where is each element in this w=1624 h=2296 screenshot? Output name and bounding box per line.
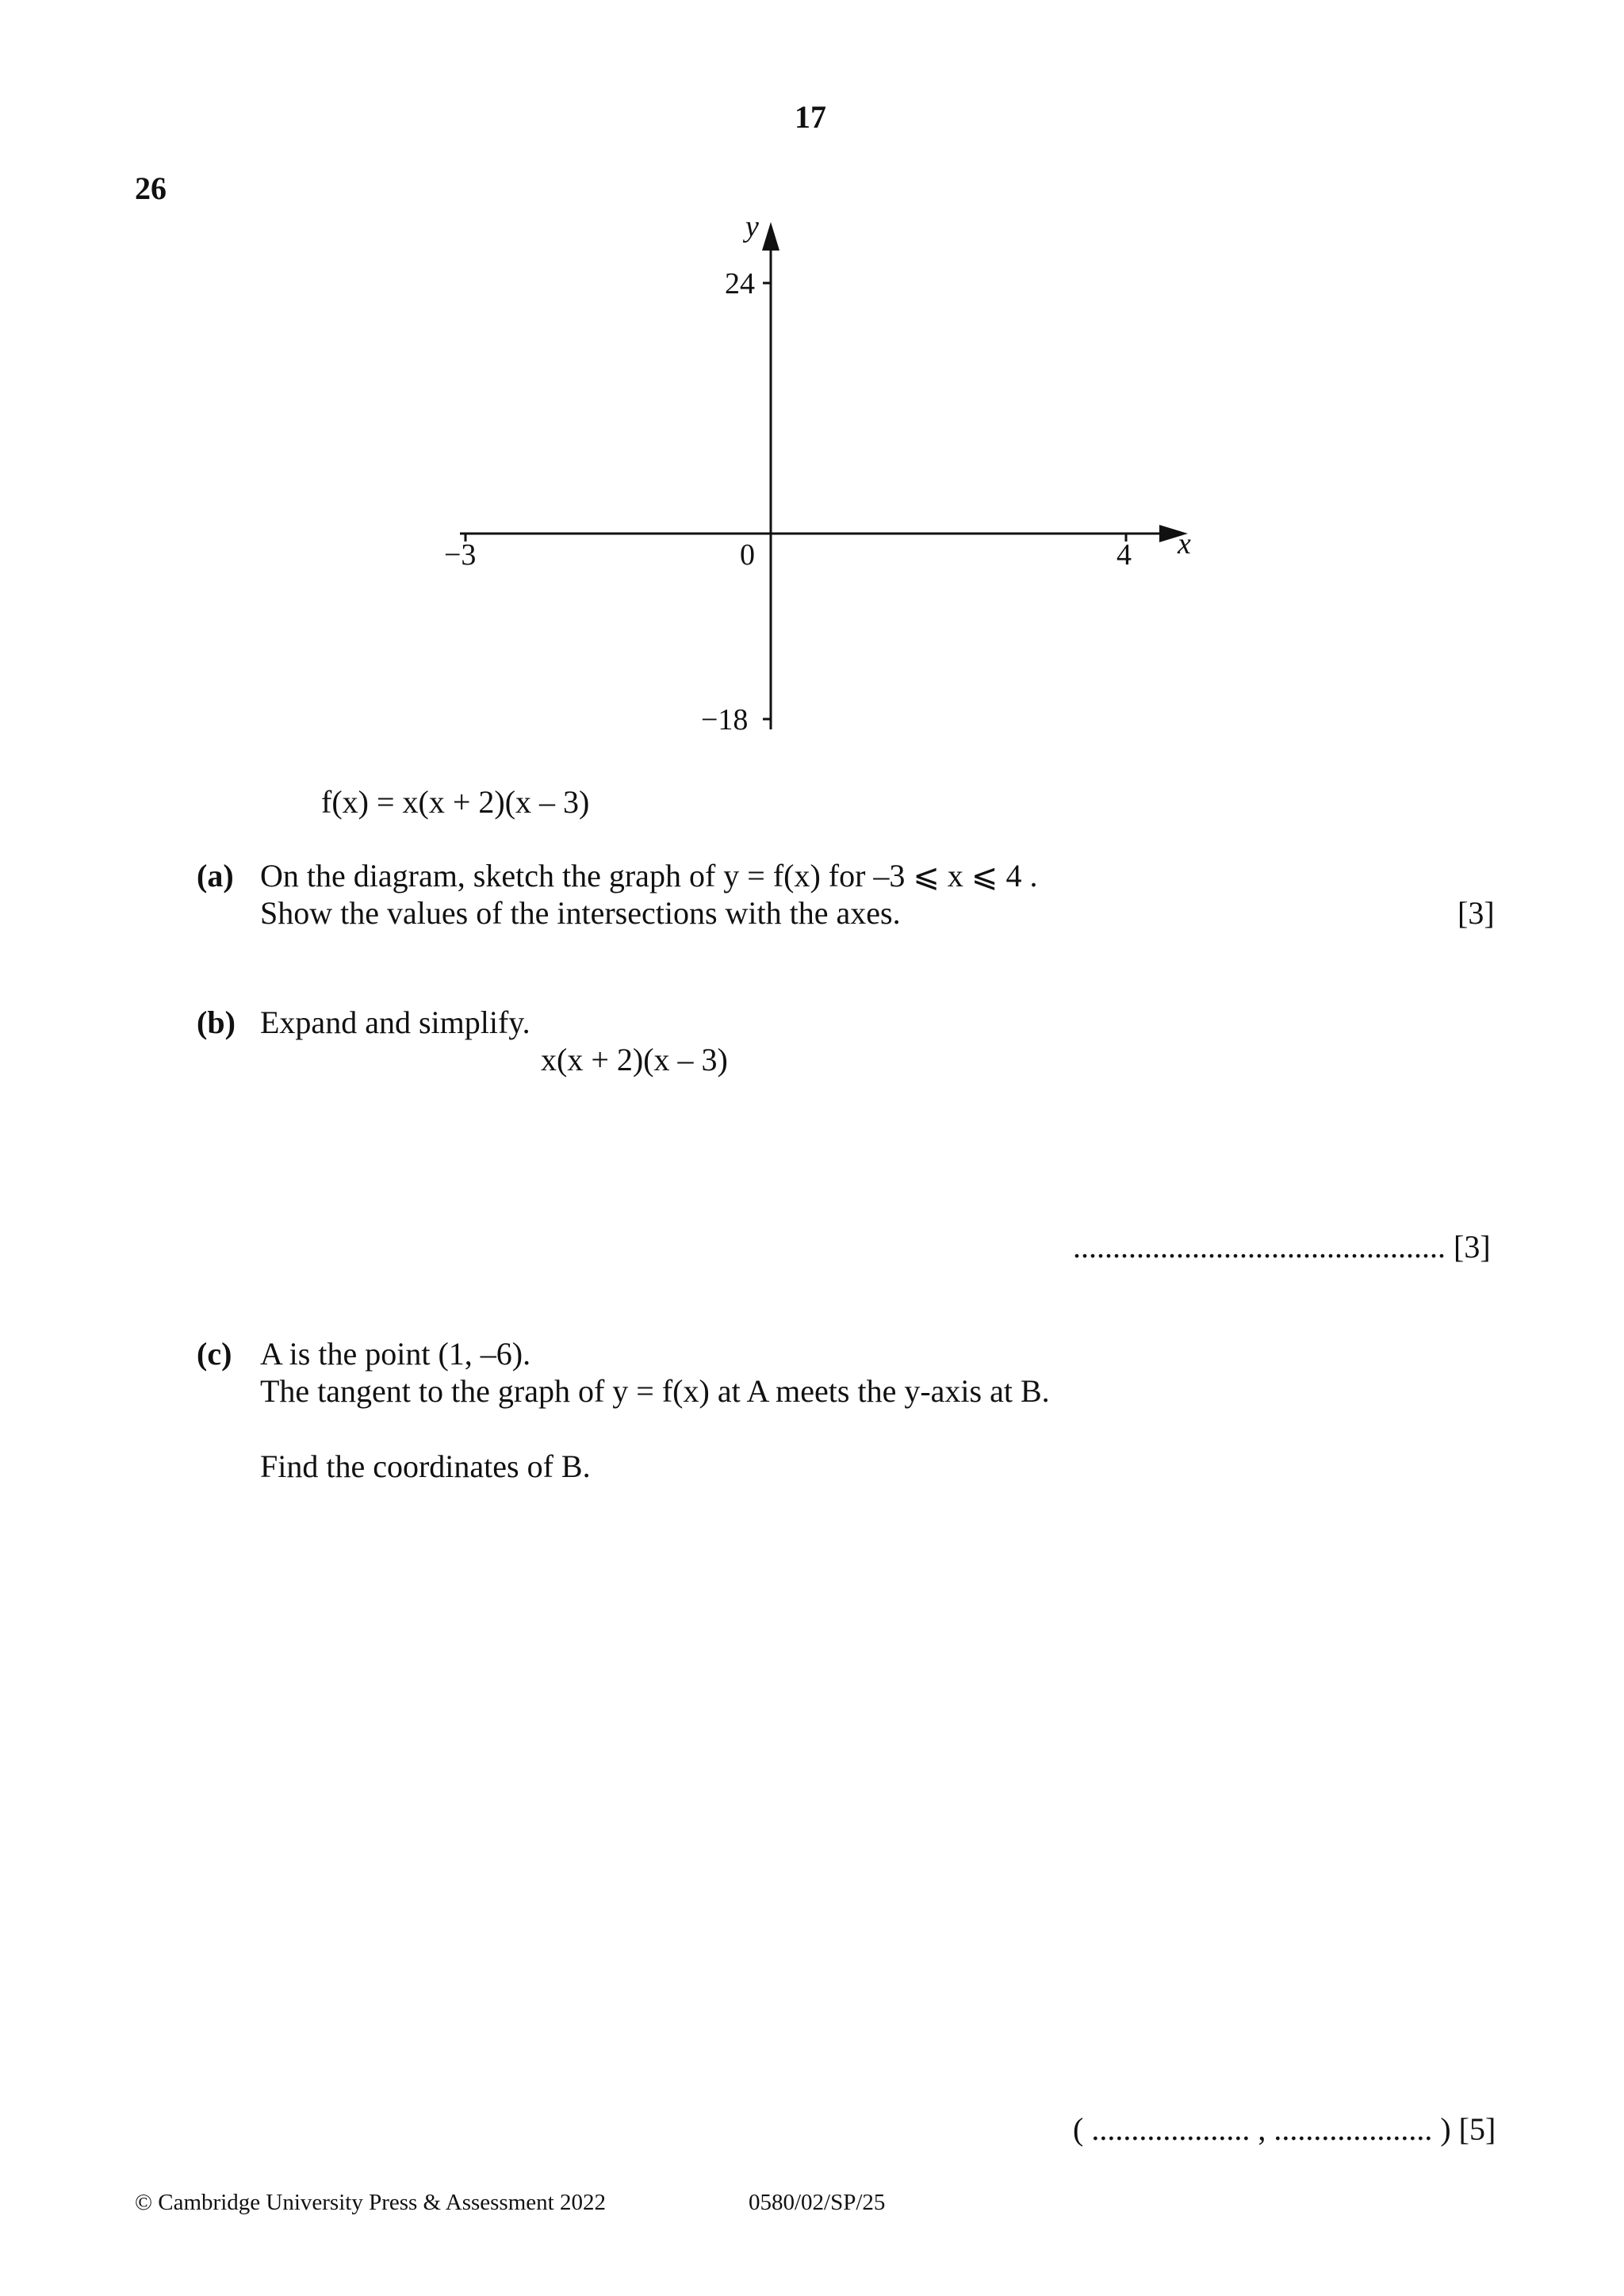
part-a-instruction: On the diagram, sketch the graph of y = f(x) for –3 ⩽ x ⩽ 4 . [260,858,1038,894]
origin-label: 0 [740,538,755,572]
part-a-label: (a) [197,858,234,894]
part-c-instruction-2: The tangent to the graph of y = f(x) at A meets the y-axis at B. [260,1373,1050,1409]
x-tick-label-4: 4 [1116,538,1132,572]
footer-copyright: © Cambridge University Press & Assessment 2022 [135,2190,606,2215]
part-c-instruction-3: Find the coordinates of B. [260,1448,591,1484]
y-tick-label-minus18: −18 [701,703,749,737]
y-axis-label: y [745,210,759,243]
y-tick-label-24: 24 [725,267,755,300]
footer-code: 0580/02/SP/25 [749,2190,886,2215]
part-a-instruction-2: Show the values of the intersections with the axes. [260,895,901,931]
part-c-answer-line[interactable]: ( .................... , .................... ) [5] [1073,2111,1496,2147]
part-b-label: (b) [197,1004,236,1040]
part-a-marks: [3] [1457,895,1495,931]
x-tick-label-minus3: −3 [444,538,477,572]
part-b-instruction: Expand and simplify. [260,1004,530,1040]
part-c-label: (c) [197,1336,232,1372]
part-b-expression: x(x + 2)(x – 3) [541,1042,728,1077]
function-definition: f(x) = x(x + 2)(x – 3) [321,784,590,820]
y-axis-arrowhead [762,222,779,251]
question-number: 26 [135,170,167,206]
x-axis-label: x [1178,527,1191,561]
part-b-answer-line[interactable]: ............................................... [3] [1073,1229,1491,1265]
part-c-instruction: A is the point (1, –6). [260,1336,531,1372]
page-number: 17 [795,99,826,135]
axes-diagram [428,198,1221,753]
